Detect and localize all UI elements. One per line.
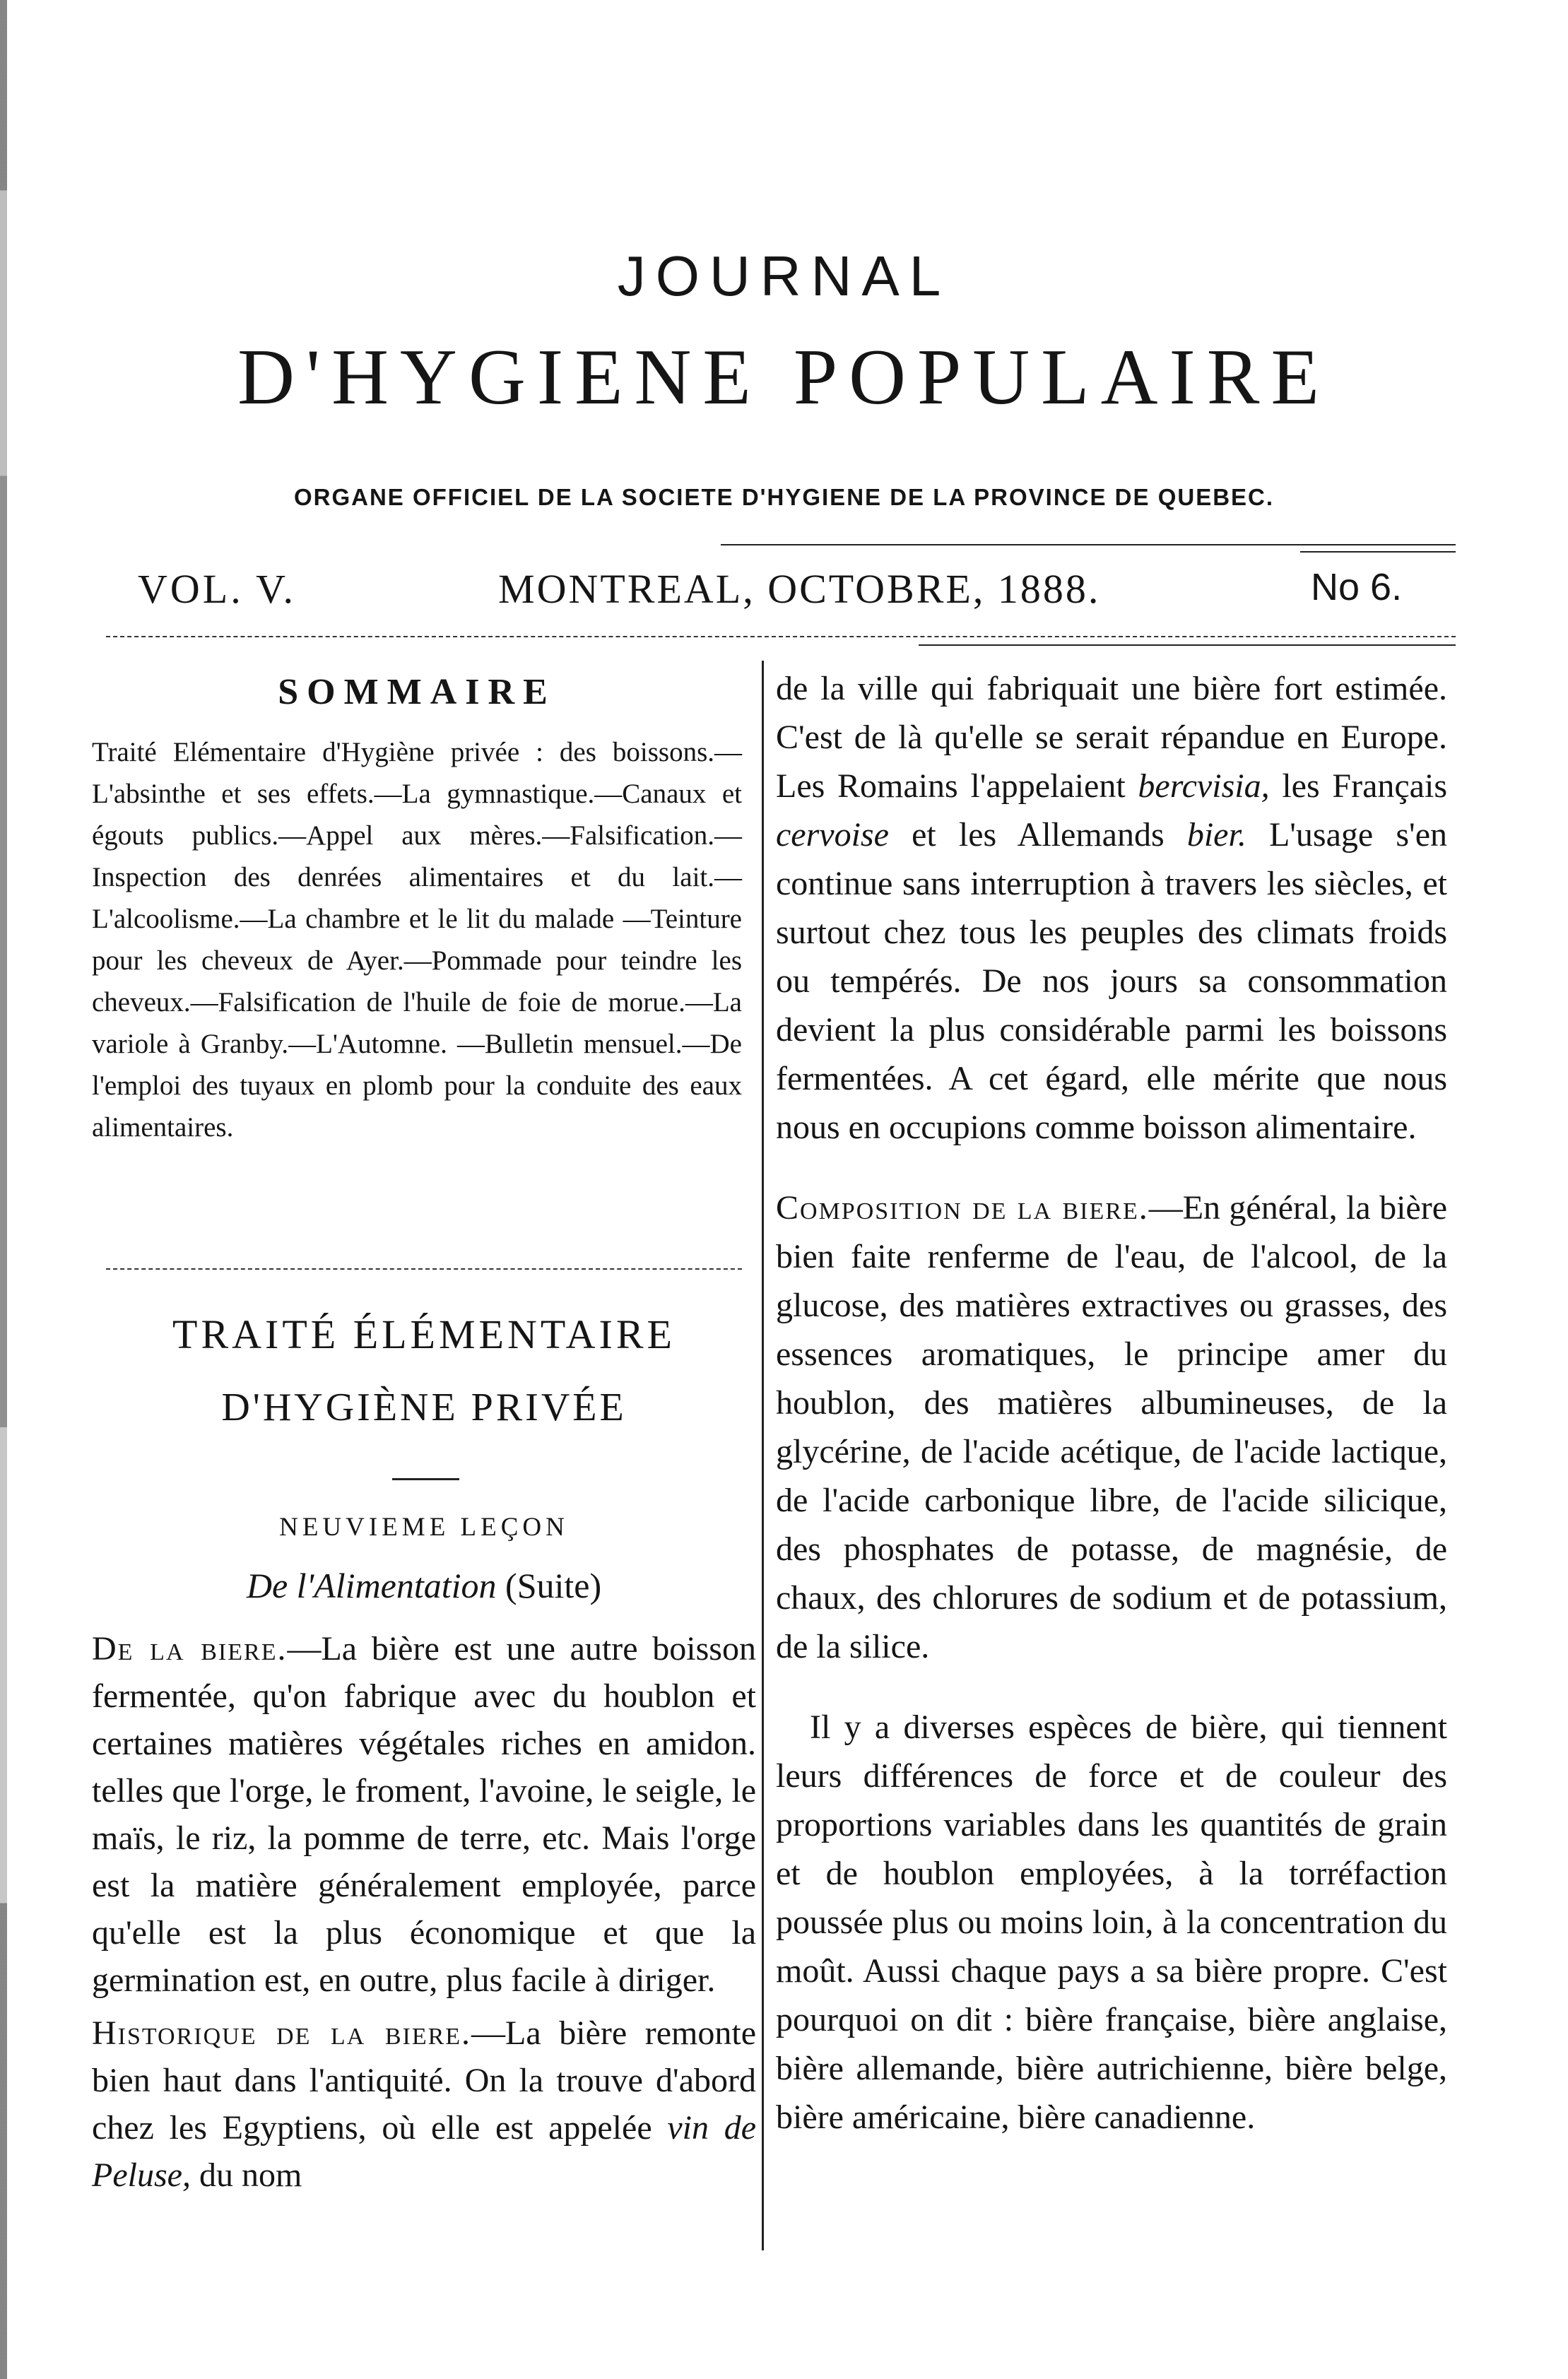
masthead-organe: ORGANE OFFICIEL DE LA SOCIETE D'HYGIENE DE LA PROVINCE DE QUEBEC. [293,484,1275,510]
subtitle-italic: De l'Alimentation [246,1566,497,1605]
masthead-title: D'HYGIENE POPULAIRE [237,333,1331,421]
paragraph-text: Il y a diverses espèces de bière, qui tiennent leurs différences de force et de couleur des proportions variables dans les quantités de grain et de houblon employées, à la torréfaction poussée plus ou moins loin, à la concentration du moût. Aussi chaque pays a sa bière propre. C'est pourquoi on dit : bière française, bière anglaise, bière allemande, bière autrichienne, bière belge, bière américaine, bière canadienne. [776,1708,1447,2136]
paragraph-text: les Français [1269,767,1448,805]
right-column-body [776,664,1447,2142]
paragraph-historique-cont [776,664,1447,1152]
header-rule-bottom [106,636,1456,637]
paragraph-text: et les Allemands [888,816,1187,854]
paragraph-text: L'usage s'en continue sans interruption à travers les siècles, et surtout chez tous les peuples des climats froids ou tempérés. De nos jours sa consommation devient la plus considérable parmi les boissons fermentées. A cet égard, elle mérite que nous nous en occupions comme boisson alimentaire. [776,816,1448,1146]
article-subtitle [92,1565,756,1606]
run-in-head: Composition de la biere. [776,1189,1149,1227]
title-short-rule [392,1478,459,1480]
masthead-journal: JOURNAL [617,244,951,307]
header-rule-top [721,544,1456,545]
paragraph-biere [92,1625,756,2004]
header-rule-top-2 [1300,551,1456,553]
volume-label: VOL. V. [138,566,297,612]
section-divider [106,1268,742,1270]
sommaire-paragraph: Traité Elémentaire d'Hygiène privée : des boissons.—L'absinthe et ses effets.—La gymnastique.—Canaux et égouts publics.—Appel aux mères.—Falsification.—Inspection des denrées alimentaires et du lait.—L'alcoolisme.—La chambre et le lit du malade —Teinture pour les cheveux de Ayer.—Pommade pour teindre les cheveux.—Falsification de l'huile de foie de morue.—La variole à Granby.—L'Automne. —Bulletin mensuel.—De l'emploi des tuyaux en plomb pour la conduite des eaux alimentaires. [92,737,742,1143]
paragraph-text: —En général, la bière bien faite renferme de l'eau, de l'alcool, de la glucose, des matières extractives ou grasses, des essences aromatiques, le principe amer du houblon, des matières albumineuses, de la glycérine, de l'acide acétique, de l'acide lactique, de l'acide carbonique libre, de l'acide silicique, des phosphates de potasse, de magnésie, de chaux, des chlorures de sodium et de potassium, de la silice. [776,1189,1448,1665]
paragraph-especes [776,1703,1447,2142]
column-divider [762,661,764,2250]
sommaire-text [92,731,742,1148]
paragraph-text: —La bière est une autre boisson fermentée, qu'on fabrique avec du houblon et certaines matières végétales riches en amidon. telles que l'orge, le froment, l'avoine, le seigle, le maïs, le riz, la pomme de terre, etc. Mais l'orge est la matière généralement employée, parce qu'elle est la plus économique et que la germination est, en outre, plus facile à diriger. [92,1630,756,1999]
article-title-line2: D'HYGIÈNE PRIVÉE [221,1386,627,1429]
left-column-body [92,1625,756,2199]
header-rule-bottom-2 [919,644,1456,646]
italic-term: bier. [1186,816,1246,854]
italic-term: cervoise [776,816,889,854]
lecon-heading: NEUVIEME LEÇON [279,1513,569,1542]
paragraph-composition [776,1183,1447,1671]
italic-term: vin de Peluse, [92,2109,756,2194]
italic-term: bercvisia, [1138,767,1270,805]
paragraph-text: du nom [190,2156,302,2194]
sommaire-heading: SOMMAIRE [278,672,556,712]
issue-number: No 6. [1311,566,1403,608]
run-in-head: Historique de la biere. [92,2014,472,2052]
paragraph-historique [92,2009,756,2199]
subtitle-suite: (Suite) [505,1566,602,1605]
run-in-head: De la biere. [92,1630,288,1667]
article-title-line1: TRAITÉ ÉLÉMENTAIRE [172,1311,676,1357]
issue-date: MONTREAL, OCTOBRE, 1888. [498,566,1101,612]
paragraph-text: de la ville qui fabriquait une bière fort estimée. C'est de là qu'elle se serait répandue en Europe. Les Romains l'appelaient [776,670,1447,805]
paragraph-text: —La bière remonte bien haut dans l'antiquité. On la trouve d'abord chez les Egyptiens, où elle est appelée [92,2014,756,2147]
